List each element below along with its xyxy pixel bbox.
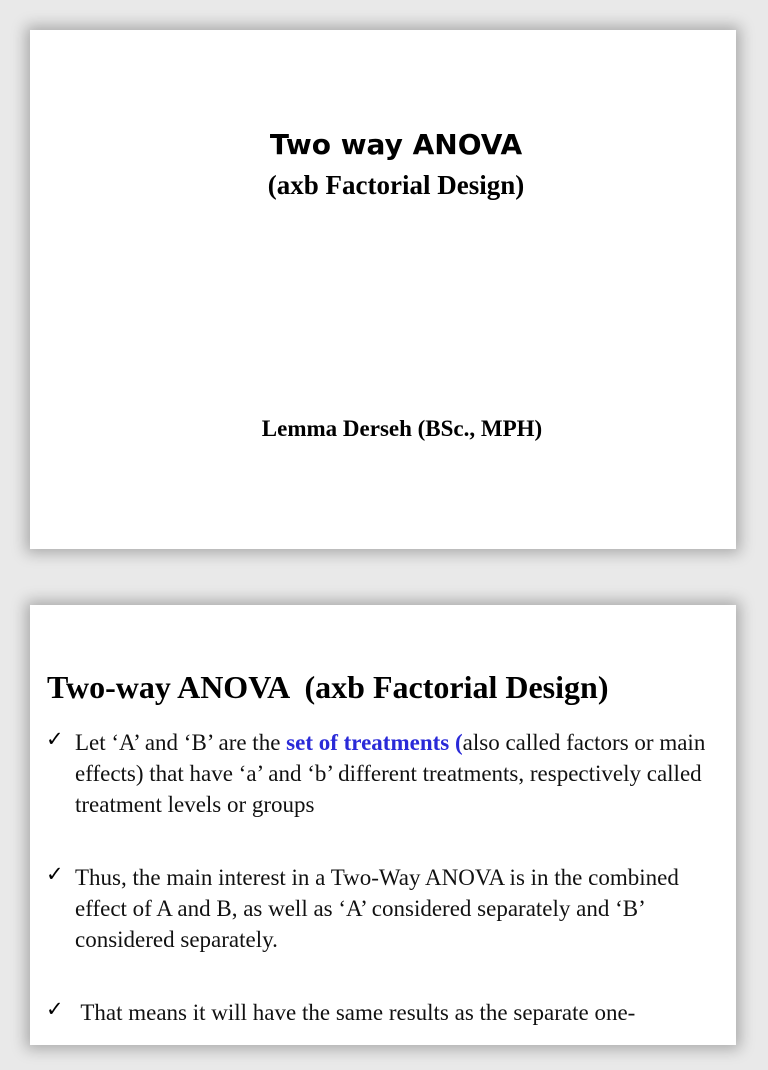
bullet-text: That means it will have the same results as the separate one-	[75, 1000, 636, 1025]
slide-heading: Two-way ANOVA (axb Factorial Design)	[47, 669, 609, 705]
bullet-text: also called factors or main effects) that have ‘a’ and ‘b’ different treatments, respectively called treatment levels or groups	[75, 730, 706, 817]
author-line: Lemma Derseh (BSc., MPH)	[261, 416, 543, 441]
checkmark-icon: ✓	[46, 997, 64, 1021]
bullet-list	[46, 727, 716, 1070]
checkmark-icon: ✓	[46, 727, 64, 751]
slide-2	[30, 605, 736, 1045]
bullet-text: Let ‘A’ and ‘B’ are the	[75, 730, 287, 755]
highlighted-term: set of treatments (	[286, 730, 463, 755]
bullet-item	[46, 997, 716, 1028]
bullet-item	[46, 727, 716, 820]
slide-title: Two way ANOVA	[269, 128, 523, 161]
bullet-item	[46, 862, 716, 955]
slide-1	[30, 30, 736, 549]
slide-subtitle: (axb Factorial Design)	[267, 170, 525, 200]
checkmark-icon: ✓	[46, 862, 64, 886]
bullet-text: Thus, the main interest in a Two-Way ANOVA is in the combined effect of A and B, as well as ‘A’ considered separately and ‘B’ considered separately.	[75, 865, 679, 952]
